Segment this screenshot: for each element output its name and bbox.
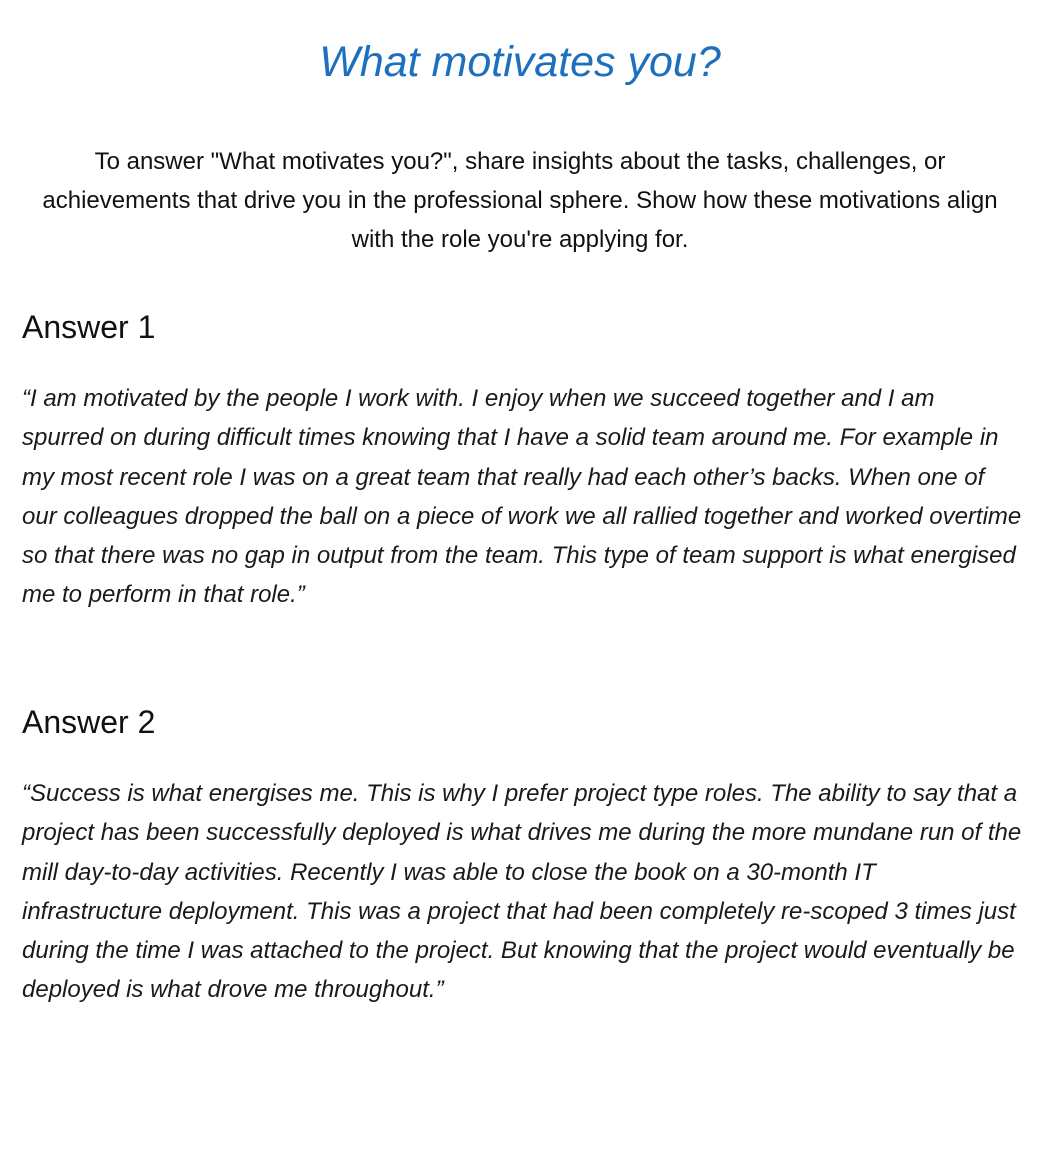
answer-1-text: “I am motivated by the people I work with. I enjoy when we succeed together and I am spurred on during difficult times knowing that I have a solid team around me. For example in my most recent role I was on a great team that really had each other’s backs. When one of our colleagues dropped the ball on a piece of work we all rallied together and worked overtime so that there was no gap in output from the team. This type of team support is what energised me to perform in that role.” <box>22 385 1022 609</box>
answer-2-heading: Answer 2 <box>22 704 156 740</box>
intro-paragraph: To answer "What motivates you?", share insights about the tasks, challenges, or achievements that drive you in the professional sphere. Show how these motivations align with the role you're applying for. <box>42 148 998 253</box>
page-title: What motivates you? <box>319 38 721 86</box>
answer-2-text: “Success is what energises me. This is why I prefer project type roles. The ability to say that a project has been successfully deployed is what drives me during the more mundane run of the mill day-to-day activities. Recently I was able to close the book on a 30-month IT infrastructure deployment. This was a project that had been completely re-scoped 3 times just during the time I was attached to the project. But knowing that the project would eventually be deployed is what drove me throughout.” <box>22 780 1022 1004</box>
answer-1-heading: Answer 1 <box>22 309 156 345</box>
